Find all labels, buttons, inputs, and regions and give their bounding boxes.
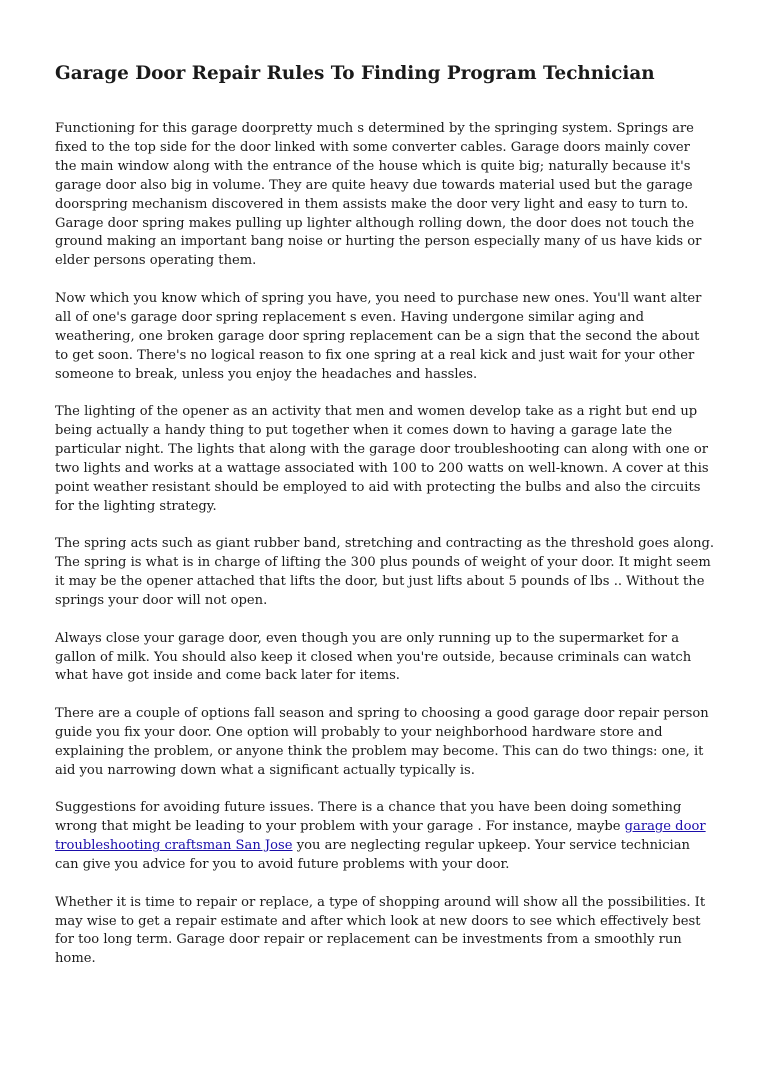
paragraph-options: There are a couple of options fall season and spring to choosing a good garage door repair person guide you fix your door. One option will probably to your neighborhood hardware store and explaining the problem, or anyone think the problem may become. This can do two things: one, it aid you narrowing down what a significant actually typically is. <box>55 706 709 778</box>
document-body <box>55 120 715 969</box>
paragraph-close-door: Always close your garage door, even though you are only running up to the supermarket for a gallon of milk. You should also keep it closed when you're outside, because criminals can watch what have got inside and come back later for items. <box>55 630 692 684</box>
suggestions-text-after: you are neglecting regular upkeep. Your service technician can give you advice for you to avoid future problems with your door. <box>55 838 690 873</box>
paragraph-suggestions <box>55 799 715 875</box>
paragraph-replacement: Now which you know which of spring you have, you need to purchase new ones. You'll want alter all of one's garage door spring replacement s even. Having undergone similar aging and weathering, one broken garage door spring replacement can be a sign that the second the about to get soon. There's no logical reason to fix one spring at a real kick and just wait for your other someone to break, unless you enjoy the headaches and hassles. <box>55 290 702 382</box>
document-page <box>55 62 715 988</box>
paragraph-spring-function: The spring acts such as giant rubber band, stretching and contracting as the threshold goes along. The spring is what is in charge of lifting the 300 plus pounds of weight of your door. It might seem it may be the opener attached that lifts the door, but just lifts about 5 pounds of lbs .. Without the springs your door will not open. <box>55 536 715 608</box>
troubleshooting-link[interactable]: garage door troubleshooting craftsman San Jose <box>55 819 706 854</box>
document-title: Garage Door Repair Rules To Finding Program Technician <box>55 63 655 84</box>
paragraph-repair-or-replace: Whether it is time to repair or replace, a type of shopping around will show all the possibilities. It may wise to get a repair estimate and after which look at new doors to see which effectively best for too long term. Garage door repair or replacement can be investments from a smoothly run home. <box>55 894 706 967</box>
suggestions-text-before: Suggestions for avoiding future issues. There is a chance that you have been doing something wrong that might be leading to your problem with your garage . For instance, maybe <box>55 800 682 835</box>
paragraph-springs: Functioning for this garage doorpretty much s determined by the springing system. Springs are fixed to the top side for the door linked with some converter cables. Garage doors mainly cover the main window along with the entrance of the house which is quite big; naturally because it's garage door also big in volume. They are quite heavy due towards material used but the garage doorspring mechanism discovered in them assists make the door very light and easy to turn to. Garage door spring makes pulling up lighter although rolling down, the door does not touch the ground making an important bang noise or hurting the person especially many of us have kids or elder persons operating them. <box>55 121 702 269</box>
paragraph-lighting: The lighting of the opener as an activity that men and women develop take as a right but end up being actually a handy thing to put together when it comes down to having a garage late the particular night. The lights that along with the garage door troubleshooting can along with one or two lights and works at a wattage associated with 100 to 200 watts on well-known. A cover at this point weather resistant should be employed to aid with protecting the bulbs and also the circuits for the lighting strategy. <box>55 404 709 514</box>
